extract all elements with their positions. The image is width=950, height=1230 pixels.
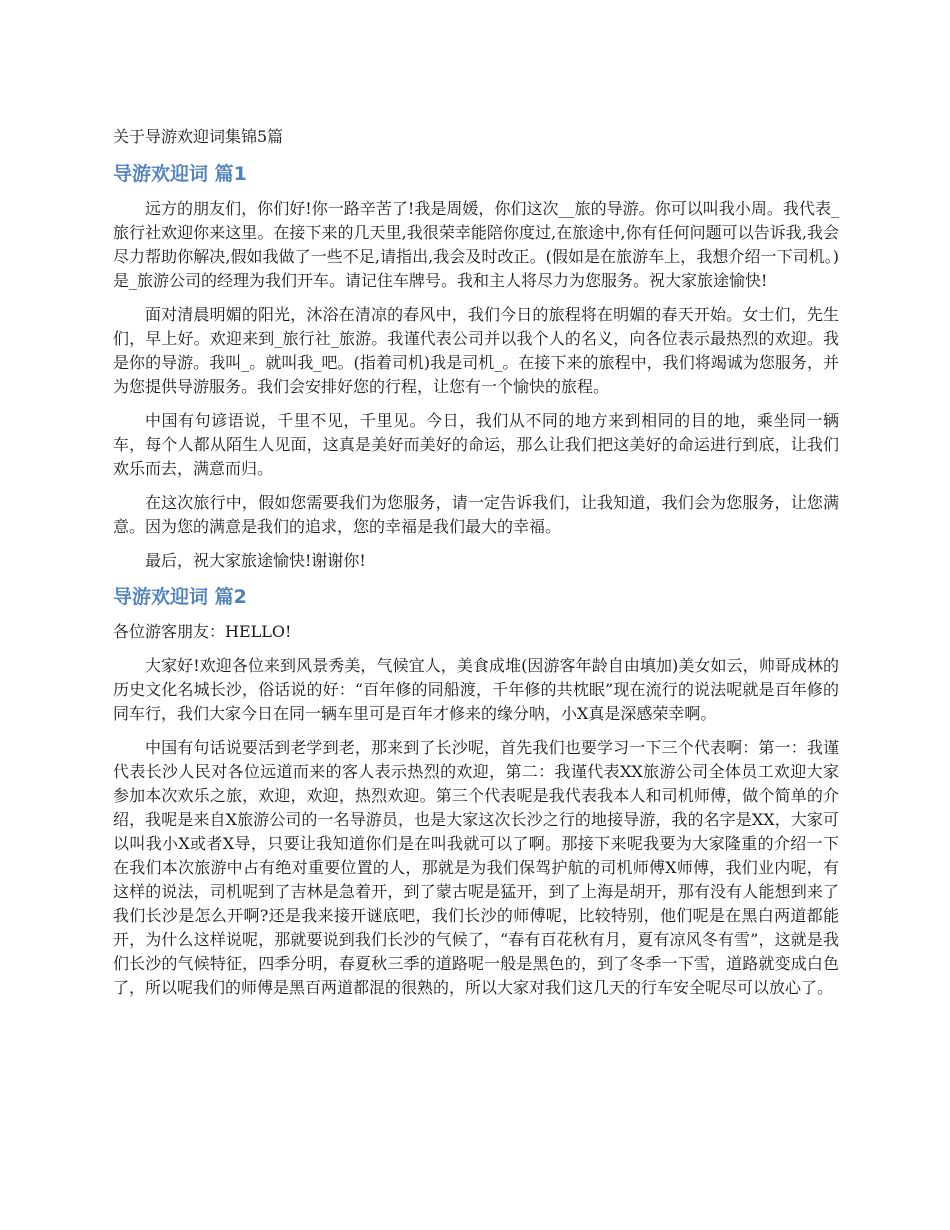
paragraph: 远方的朋友们，你们好!你一路辛苦了!我是周媛，你们这次__旅的导游。你可以叫我小周。我代表_旅行社欢迎你来这里。在接下来的几天里,我很荣幸能陪你度过,在旅途中,你有任何问题可以告诉我,我会尽力帮助你解决,假如我做了一些不足,请指出,我会及时改正。(假如是在旅游车上，我想介绍一下司机。)是_旅游公司的经理为我们开车。请记住车牌号。我和主人将尽力为您服务。祝大家旅途愉快! — [113, 199, 839, 290]
paragraph: 中国有句谚语说，千里不见，千里见。今日，我们从不同的地方来到相同的目的地，乘坐同一辆车，每个人都从陌生人见面，这真是美好而美好的命运，那么让我们把这美好的命运进行到底，让我们欢乐而去，满意而归。 — [113, 411, 839, 478]
paragraph: 面对清晨明媚的阳光，沐浴在清凉的春风中，我们今日的旅程将在明媚的春天开始。女士们，先生们，早上好。欢迎来到_旅行社_旅游。我谨代表公司并以我个人的名义，向各位表示最热烈的欢迎。我是你的导游。我叫_。就叫我_吧。(指着司机)我是司机_。在接下来的旅程中，我们将竭诚为您服务，并为您提供导游服务。我们会安排好您的行程，让您有一个愉快的旅程。 — [113, 305, 839, 396]
paragraph: 中国有句话说要活到老学到老，那来到了长沙呢，首先我们也要学习一下三个代表啊：第一：我谨代表长沙人民对各位远道而来的客人表示热烈的欢迎，第二：我谨代表XX旅游公司全体员工欢迎大家参加本次欢乐之旅，欢迎，欢迎，热烈欢迎。第三个代表呢是我代表我本人和司机师傅，做个简单的介绍，我呢是来自X旅游公司的一名导游员，也是大家这次长沙之行的地接导游，我的名字是XX，大家可以叫我小X或者X导，只要让我知道你们是在叫我就可以了啊。那接下来呢我要为大家隆重的介绍一下在我们本次旅游中占有绝对重要位置的人，那就是为我们保驾护航的司机师傅X师傅，我们业内呢，有这样的说法，司机呢到了吉林是急着开，到了蒙古呢是猛开，到了上海是胡开，那有没有人能想到来了我们长沙是怎么开啊?还是我来接开谜底吧，我们长沙的师傅呢，比较特别，他们呢是在黑白两道都能开，为什么这样说呢，那就要说到我们长沙的气候了，“春有百花秋有月，夏有凉风冬有雪”，这就是我们长沙的气候特征，四季分明，春夏秋三季的道路呢一般是黑色的，到了冬季一下雪，道路就变成白色了，所以呢我们的师傅是黑百两道都混的很熟的，所以大家对我们这几天的行车安全呢尽可以放心了。 — [113, 738, 839, 997]
paragraph: 最后，祝大家旅途愉快!谢谢你! — [145, 551, 366, 570]
section-heading: 导游欢迎词 篇2 — [113, 586, 247, 608]
document-title: 关于导游欢迎词集锦5篇 — [113, 127, 284, 146]
paragraph: 大家好!欢迎各位来到风景秀美，气候宜人，美食成堆(因游客年龄自由填加)美女如云，帅哥成林的历史文化名城长沙，俗话说的好：“百年修的同船渡，千年修的共枕眠”现在流行的说法呢就是百年修的同车行，我们大家今日在同一辆车里可是百年才修来的缘分呐，小X真是深感荣幸啊。 — [113, 656, 839, 723]
paragraph: 在这次旅行中，假如您需要我们为您服务，请一定告诉我们，让我知道，我们会为您服务，让您满意。因为您的满意是我们的追求，您的幸福是我们最大的幸福。 — [113, 493, 839, 536]
greeting-line: 各位游客朋友：HELLO! — [113, 622, 292, 641]
section-2 — [113, 583, 839, 1000]
section-1 — [113, 160, 839, 573]
section-heading: 导游欢迎词 篇1 — [113, 163, 247, 185]
document-body — [113, 124, 839, 1010]
